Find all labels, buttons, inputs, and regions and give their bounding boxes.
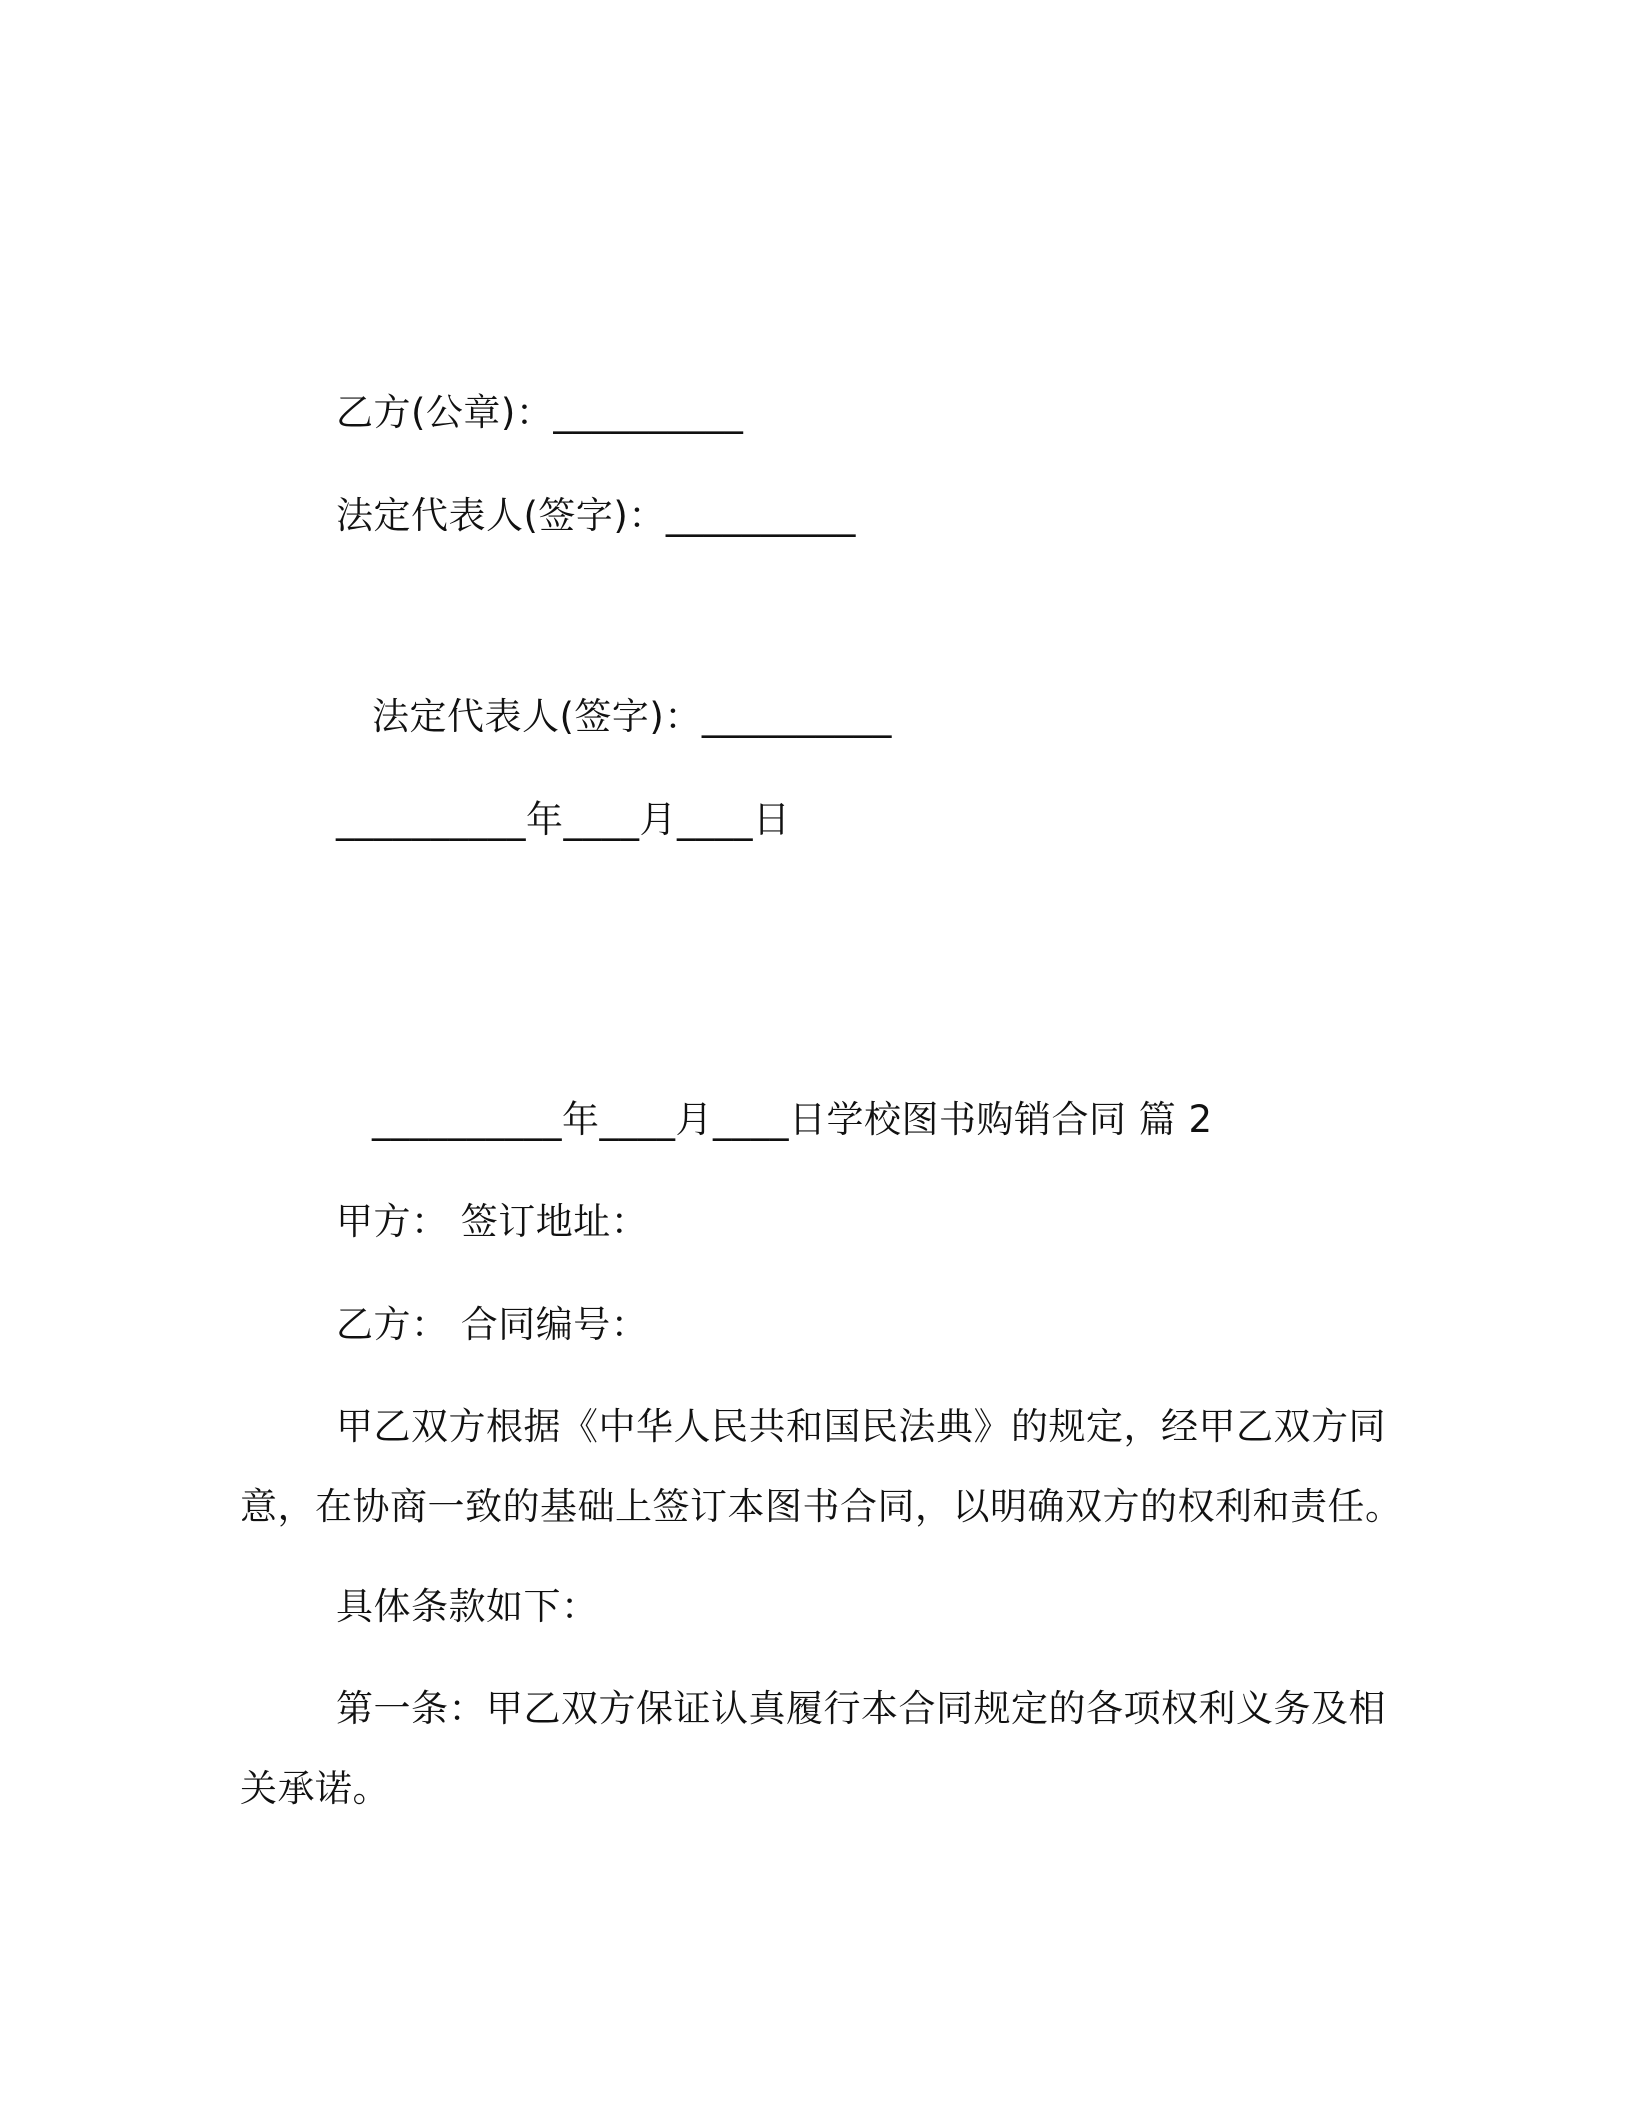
contract-title: __________年____月____日学校图书购销合同 篇 2 bbox=[372, 1098, 1213, 1141]
party-b-line: 乙方： 合同编号： bbox=[336, 1303, 649, 1346]
article-1-line-1: 第一条：甲乙双方保证认真履行本合同规定的各项权利义务及相 bbox=[336, 1687, 1386, 1730]
signature-date-line: __________年____月____日 bbox=[336, 798, 791, 841]
article-1-line-2: 关承诺。 bbox=[240, 1767, 390, 1810]
terms-heading: 具体条款如下： bbox=[336, 1585, 599, 1628]
party-b-seal-line: 乙方(公章)：__________ bbox=[336, 391, 744, 434]
intro-paragraph-line-1: 甲乙双方根据《中华人民共和国民法典》的规定，经甲乙双方同 bbox=[336, 1405, 1386, 1448]
intro-paragraph-line-2: 意，在协商一致的基础上签订本图书合同，以明确双方的权利和责任。 bbox=[240, 1485, 1403, 1528]
party-a-line: 甲方： 签订地址： bbox=[336, 1200, 649, 1243]
legal-representative-line: 法定代表人(签字)：__________ bbox=[336, 494, 856, 537]
legal-representative-line: 法定代表人(签字)：__________ bbox=[372, 695, 892, 738]
